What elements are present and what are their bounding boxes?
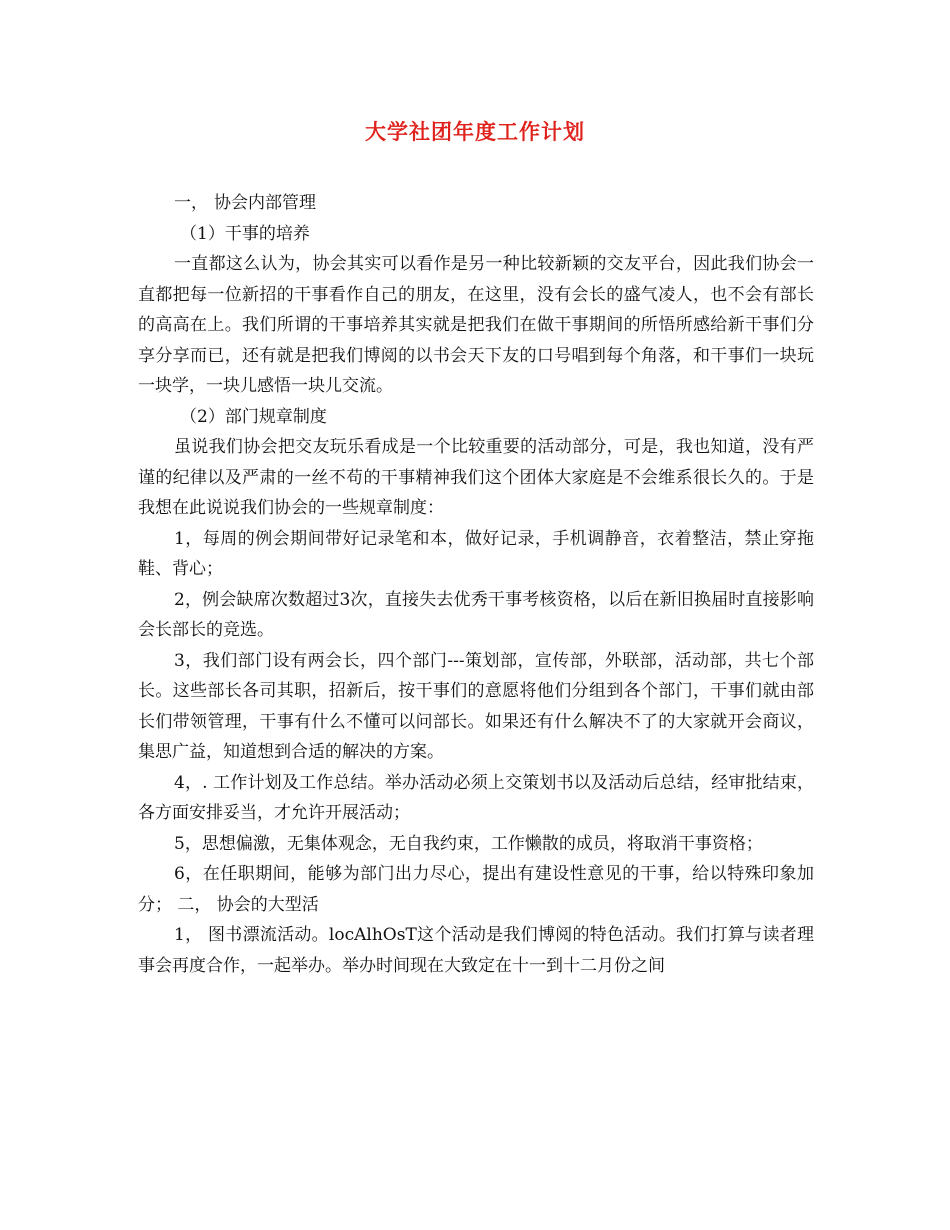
subsection-heading-staff-training: [138, 219, 814, 250]
document-title: 大学社团年度工作计划: [365, 120, 585, 144]
subsection-title: 部门规章制度: [224, 406, 327, 427]
rule-item-6: 6，在任职期间，能够为部门出力尽心，提出有建设性意见的干事，给以特殊印象加分； 二， 协会的大型活: [138, 864, 814, 915]
subsection-title: 干事的培养: [224, 223, 310, 244]
subsection-number: （2）: [180, 406, 225, 427]
rule-item-2: 2，例会缺席次数超过3次，直接失去优秀干事考核资格，以后在新旧换届时直接影响会长部长的竞选。: [138, 589, 814, 640]
subsection-number: （1）: [180, 223, 225, 244]
document-body: [138, 188, 814, 981]
activity-item-1: 1， 图书漂流活动。locAlhOsT这个活动是我们博阅的特色活动。我们打算与读者理事会再度合作，一起举办。举办时间现在大致定在十一到十二月份之间: [138, 925, 814, 976]
section-number: 一，: [174, 193, 208, 213]
rule-item-5: 5，思想偏激，无集体观念，无自我约束，工作懒散的成员，将取消干事资格；: [174, 833, 763, 854]
rule-item-4: 4，. 工作计划及工作总结。举办活动必须上交策划书以及活动后总结，经审批结束，各方面安排妥当，才允许开展活动；: [138, 772, 814, 823]
paragraph-staff-training: 一直都这么认为，协会其实可以看作是另一种比较新颖的交友平台，因此我们协会一直都把每一位新招的干事看作自己的朋友，在这里，没有会长的盛气凌人，也不会有部长的高高在上。我们所谓的干事培养其实就是把我们在做干事期间的所悟所感给新干事们分享分享而已，还有就是把我们博阅的以书会天下友的口号唱到每个角落，和干事们一块玩一块学，一块儿感悟一块儿交流。: [138, 254, 814, 396]
paragraph-rules-intro: 虽说我们协会把交友玩乐看成是一个比较重要的活动部分，可是，我也知道，没有严谨的纪律以及严肃的一丝不苟的干事精神我们这个团体大家庭是不会维系很长久的。于是我想在此说说我们协会的一些规章制度：: [138, 437, 814, 518]
rule-item-1: 1，每周的例会期间带好记录笔和本，做好记录，手机调静音，衣着整洁，禁止穿拖鞋、背心；: [138, 528, 814, 579]
rule-item-3: 3，我们部门设有两会长，四个部门---策划部，宣传部，外联部，活动部，共七个部长。这些部长各司其职，招新后，按干事们的意愿将他们分组到各个部门，干事们就由部长们带领管理，干事有什么不懂可以问部长。如果还有什么解决不了的大家就开会商议，集思广益，知道想到合适的解决的方案。: [138, 650, 814, 762]
section-title: 协会内部管理: [214, 193, 316, 213]
section-heading-internal-management: [138, 188, 814, 219]
subsection-heading-rules: [138, 402, 814, 433]
